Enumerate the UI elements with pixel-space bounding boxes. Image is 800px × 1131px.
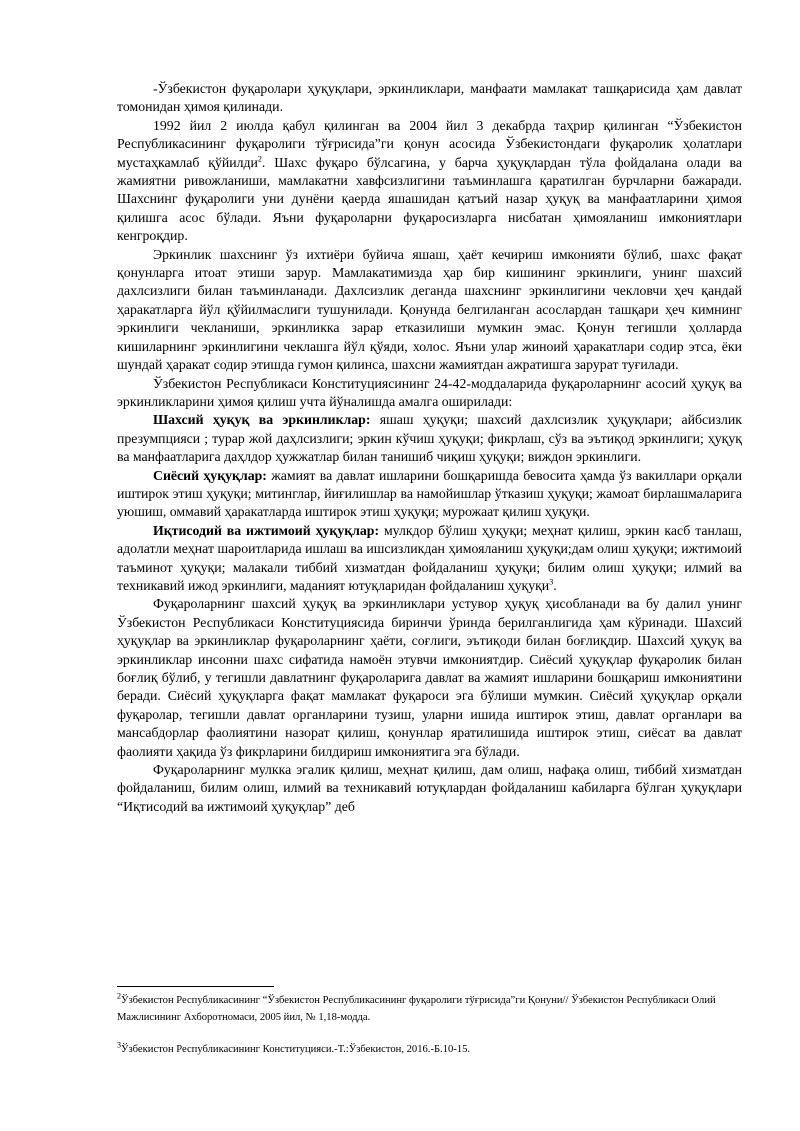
section-heading: Шахсий ҳуқуқ ва эркинликлар:	[153, 412, 371, 428]
paragraph	[117, 375, 742, 412]
footnote-number: 2	[117, 991, 121, 1001]
footnote-ref[interactable]: 3	[549, 577, 554, 587]
footnote	[117, 1041, 742, 1058]
paragraph-text: Фуқароларнинг шахсий ҳуқуқ ва эркинликлари устувор ҳуқуқ ҳисобланади ва бу далил унинг Ўзбекистон Республикаси Конституциясида биринчи ўринда берилганлигида ҳам кўринади. Шахсий ҳуқуқлар ва эркинликлар фуқароларнинг ҳаёти, соғлиги, эътиқоди билан боғлиқдир. Шахсий ҳуқуқ ва эркинликлар инсонни шахс сифатида намоён этувчи имкониятдир. Сиёсий ҳуқуқлар фуқаролик билан боғлиқ бўлиб, у тегишли давлатнинг фуқароларига давлат ва жамият ишларини бошқариш имкониятини беради. Сиёсий ҳуқуқларга фақат мамлакат фуқароси эга бўлиши мумкин. Сиёсий ҳуқуқлар орқали фуқаролар, тегишли давлат органларини тузиш, уларни ишида иштирок этиш, давлат органлари ва мансабдорлар фаолиятини назорат қилиш, қонунлар яратилишида иштирок этиш, сиёсат ва давлат фаолияти ҳақида ўз фикрларини билдириш имкониятига эга бўлади.	[117, 596, 742, 759]
footnote	[117, 992, 742, 1026]
paragraph-text: -Ўзбекистон фуқаролари ҳуқуқлари, эркинликлари, манфаати мамлакат ташқарисида ҳам давлат томонидан ҳимоя қилинади.	[117, 81, 742, 115]
section-heading: Иқтисодий ва ижтимоий ҳуқуқлар:	[153, 522, 380, 538]
section-heading: Сиёсий ҳуқуқлар:	[153, 467, 267, 483]
footnote-separator	[117, 986, 274, 987]
paragraph	[117, 522, 742, 596]
paragraph	[117, 761, 742, 816]
paragraph	[117, 467, 742, 522]
paragraph	[117, 117, 742, 246]
body-text	[117, 80, 742, 816]
footnotes	[117, 992, 742, 1058]
paragraph-text: яшаш ҳуқуқи; шахсий дахлсизлик ҳуқуқлари; айбсизлик презумпцияси ; турар жой даҳлсизлиги; эркин кўчиш ҳуқуқи; фикрлаш, сўз ва эътиқод эркинлиги; ҳуқуқ ва манфаатларига даҳлдор ҳужжатлар билан танишиб чиқиш ҳуқуқи; виждон эркинлиги.	[117, 412, 742, 465]
paragraph-text: Фуқароларнинг мулкка эгалик қилиш, меҳнат қилиш, дам олиш, нафақа олиш, тиббий хизматдан фойдаланиш, билим олиш, илмий ва техникавий ютуқлардан фойдаланиш кабиларга бўлган ҳуқуқлари “Иқтисодий ва ижтимоий ҳуқуқлар” деб	[117, 762, 742, 814]
paragraph	[117, 80, 742, 117]
paragraph-text: 1992 йил 2 июлда қабул қилинган ва 2004 йил 3 декабрда таҳрир қилинган “Ўзбекистон Республикасининг фуқаролиги тўғрисида”ги қонун асосида Ўзбекистондаги фуқаролик ҳолатлари мустаҳкамлаб қўйилди	[117, 117, 742, 170]
footnote-text: Ўзбекистон Республикасининг Конституцияси.-Т.:Ўзбекистон, 2016.-Б.10-15.	[121, 1044, 471, 1055]
paragraph	[117, 246, 742, 375]
paragraph-text: . Шахс фуқаро бўлсагина, у барча ҳуқуқлардан тўла фойдалана олади ва жамиятни ривожланиши, мамлакатни хавфсизлигини таъминлашга қаратилган бурчларни бажаради. Шахснинг фуқаролиги уни дунёни қаерда яшашидан қатъий назар ҳуқуқ ва манфаатларини ҳимоя қилишга асос бўлади. Яъни фуқароларни фуқаросизларга нисбатан ҳимояланиш имкониятлари кенгроқдир.	[117, 154, 742, 244]
paragraph	[117, 411, 742, 466]
paragraph-text: Ўзбекистон Республикаси Конституциясининг 24-42-моддаларида фуқароларнинг асосий ҳуқуқ ва эркинликларини ҳимоя қилиш учта йўналишда амалга оширилади:	[117, 375, 742, 409]
paragraph-text: мулкдор бўлиш ҳуқуқи; меҳнат қилиш, эркин касб танлаш, адолатли меҳнат шароитларида ишлаш ва ишсизликдан ҳимояланиш ҳуқуқи;дам олиш ҳуқуқи; ижтимоий таъминот ҳуқуқи; малакали тиббий хизматдан фойдаланиш ҳуқуқи; билим олиш ҳуқуқи; илмий ва техникавий ижод эркинлиги, маданият ютуқларидан фойдаланиш ҳуқуқи	[117, 522, 742, 593]
paragraph	[117, 595, 742, 761]
paragraph-text: .	[553, 577, 557, 593]
paragraph-text: Эркинлик шахснинг ўз ихтиёри буйича яшаш, ҳаёт кечириш имконияти бўлиб, шахс фақат қонунларга итоат этиши зарур. Мамлакатимизда ҳар бир кишининг эркинлиги, унинг шахсий дахлсизлиги билан таъминланади. Дахлсизлик деганда шахснинг эркинлигини чекловчи ҳеч қандай ҳаракатларга йўл қўйилмаслиги тушунилади. Қонунда белгиланган асослардан ташқари ҳеч кимнинг эркинлиги чекланиши, эркинликка зарар етказилиши мумкин эмас. Қонун тегишли ҳолларда кишиларнинг эркинлигини чеклашга йўл қўяди, холос. Яъни улар жиноий ҳаракатлари содир этса, ёки шундай ҳаракат содир этишда гумон қилинса, шахсни жамиятдан ажратишга зарурат туғилади.	[117, 246, 742, 373]
footnote-ref[interactable]: 2	[257, 154, 262, 164]
paragraph-text: жамият ва давлат ишларини бошқаришда бевосита ҳамда ўз вакиллари орқали иштирок этиш ҳуқуқи; митинглар, йиғилишлар ва намойишлар ўтказиш ҳуқуқи; жамоат бирлашмаларига уюшиш, оммавий ҳаракатларда иштирок этиш ҳуқуқи; мурожаат қилиш ҳуқуқи.	[117, 467, 742, 520]
footnote-number: 3	[117, 1040, 121, 1050]
footnote-text: Ўзбекистон Республикасининг “Ўзбекистон Республикасининг фуқаролиги тўғрисида”ги Қонуни// Ўзбекистон Республикаси Олий Мажлисининг Ахборотномаси, 2005 йил, № 1,18-модда.	[117, 995, 716, 1023]
